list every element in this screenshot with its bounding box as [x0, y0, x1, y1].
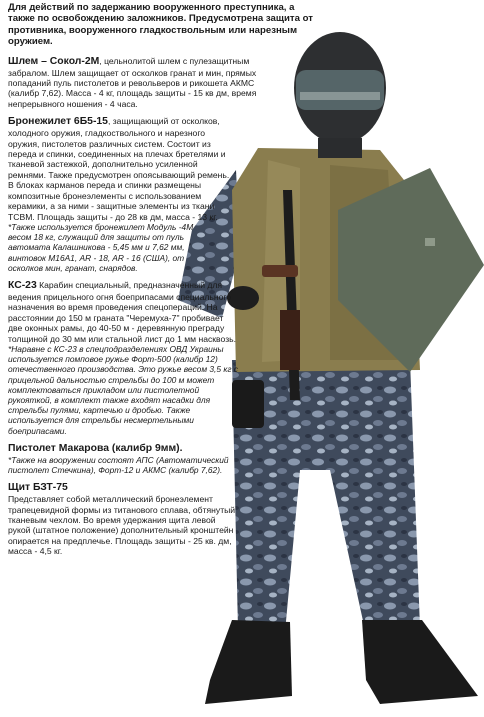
section-pistol	[8, 443, 238, 475]
section-helmet	[8, 56, 270, 110]
helmet-title: Шлем – Сокол-2М	[8, 55, 100, 67]
section-ks23	[8, 280, 238, 436]
pistol-title: Пистолет Макарова (калибр 9мм).	[8, 442, 183, 454]
right-boot	[362, 620, 478, 704]
vest-title: Бронежилет 6Б5-15	[8, 116, 108, 128]
vest-body: , защищающий от осколков, холодного оружия, гладкоствольного и нарезного оружия, пистолетов различных систем. Состоит из переда и спинки, соединенных на плечах бретелями и тканевой застежкой, дополнительно усиленной ремнями. Также предусмотрен опоясывающий ремень. В блоках карманов переда и спинки размещены композитные бронеэлементы с использованием керамики, а за ними - защитные элементы из ткани ТСВМ. Площадь защиты - до 28 кв дм, масса - 13 кг.	[8, 116, 230, 222]
shield-title: Щит БЗТ-75	[8, 482, 68, 494]
text-column	[6, 2, 313, 564]
ks23-body: Карабин специальный, предназначенный для ведения прицельного огня боеприпасами специального назначения во время проведения спецопераций. На расстоянии до 150 м граната "Черемуха-7" пробивает две оконных рамы, до 40-50 м - деревянную преграду толщиной до 30 мм или стальной лист до 1 мм насквозь.	[8, 279, 237, 344]
section-vest	[8, 116, 233, 273]
left-boot	[205, 620, 292, 704]
pistol-note: *Также на вооружении состоят АПС (Автоматический пистолет Стечкина), Форт-12 и АКМС (калибр 7,62).	[8, 454, 229, 475]
shield-body: Представляет собой металлический бронеэлемент трапецевидной формы из титанового сплава, обтянутый тканевым чехлом. Во время удержания щита левой рукой (штатное положение) дополнительный кронштейн опирается на предплечье. Площадь защиты - 25 кв. дм, масса - 4,5 кг.	[8, 494, 236, 557]
helmet-body: , цельнолитой шлем с пулезащитным забралом. Шлем защищает от осколков гранат и мин, прямых попаданий пуль пистолетов и револьверов и рикошета АКМС (калибр 7,62). Масса - 4 кг, площадь защиты - 15 кв дм, время непрерывного ношения - 4 часа.	[8, 55, 257, 109]
ks23-title: КС-23	[8, 279, 37, 291]
intro-text: Для действий по задержанию вооруженного преступника, а также по освобождению заложников. Предусмотрена защита от противника, вооруженного гладкоствольным или нарезным оружием.	[8, 2, 313, 48]
section-shield	[8, 482, 238, 556]
ks23-note: *Наравне с КС-23 в спецподразделениях ОВД Украины используется помповое ружье Форт-500 (калибр 12) отечественного производства. Это ружье весом 3,5 кг с прицельной дальностью стрельбы до 100 м может комплектоваться прикладом или пистолетной рукояткой, в комплект также входят насадки для стрельбы пулями, картечью и дробью. Также используется для стрельбы несмертельными боеприпасами.	[8, 343, 238, 436]
vest-note: *Также используется бронежилет Модуль -4М весом 18 кг, служащий для защиты от пуль автомата Калашникова - 5,45 мм и 7,62 мм, винтовок М16А1, AR - 18, AR - 16 (США), от осколков мин, гранат, снарядов.	[8, 221, 194, 273]
